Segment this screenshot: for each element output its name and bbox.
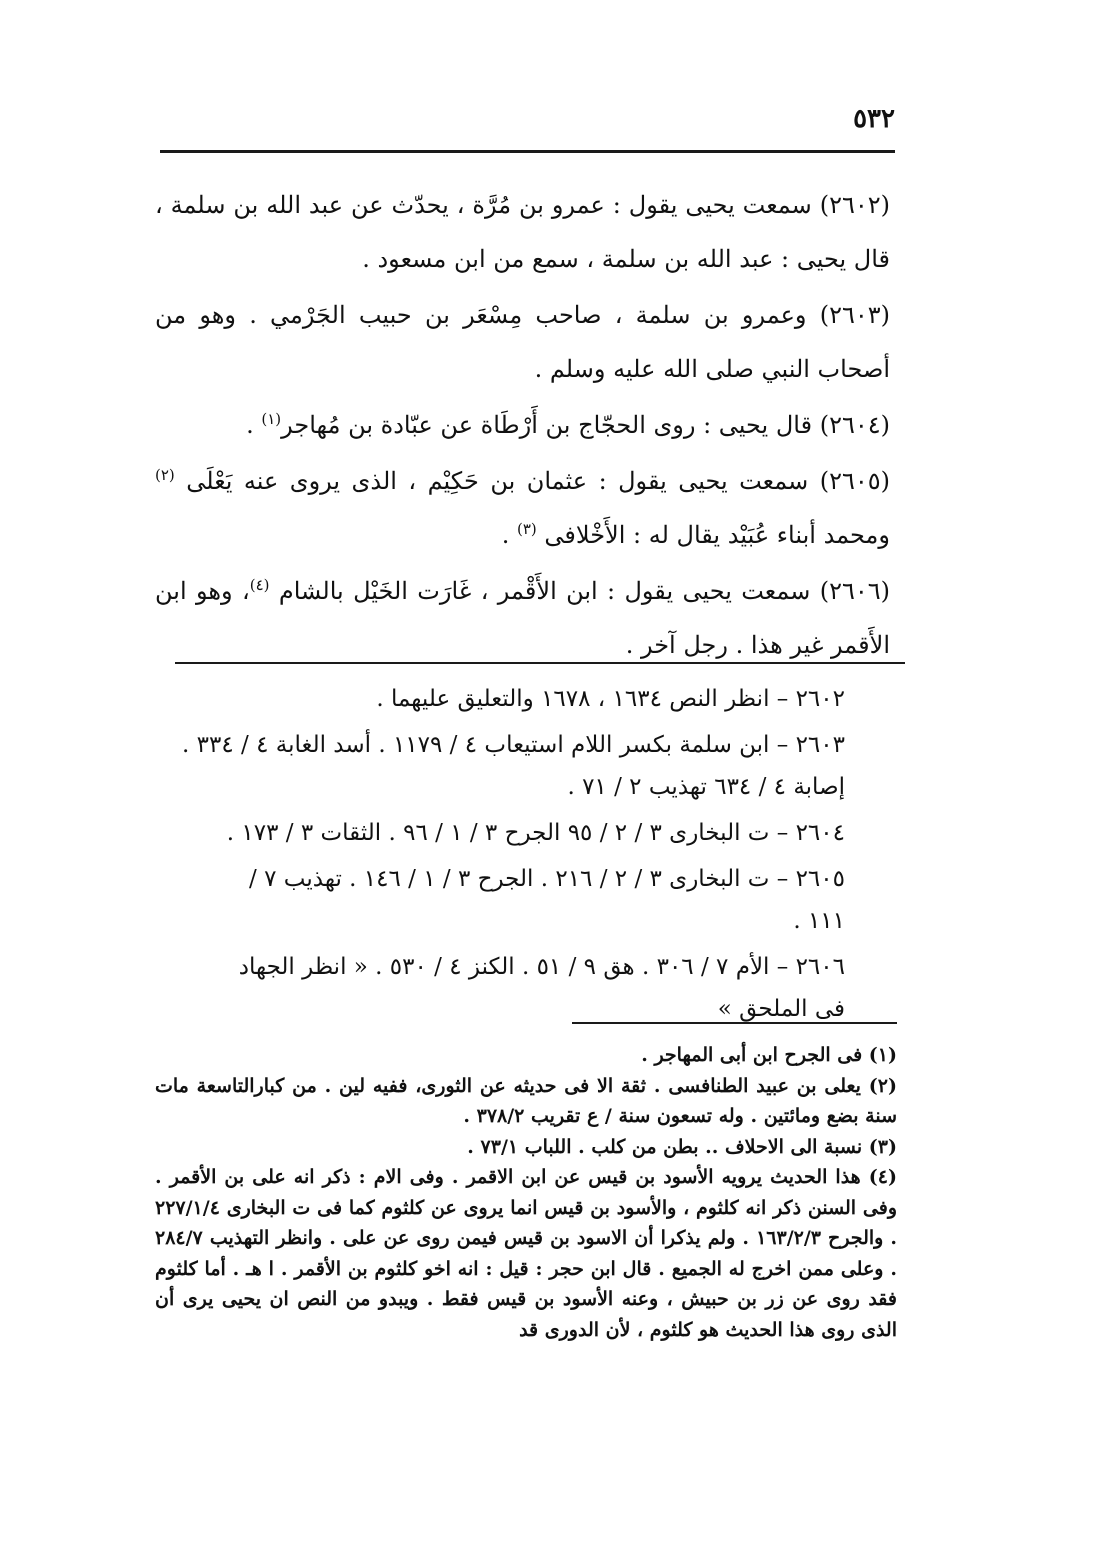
note-2606: ٢٦٠٦ – الأم ٧ / ٣٠٦ . هق ٩ / ٥١ . الكنز ٤ / ٥٣٠ . « انظر الجهاد فى الملحق » (238, 954, 845, 1022)
paragraph-2606: (٢٦٠٦) سمعت يحيى يقول : ابن الأَقْمر ، غَارَت الخَيْل بالشام $^{(٤)}$، وهو ابن الأَقمر غير هذا . رجل آخر . (155, 576, 891, 659)
paragraph-2605: (٢٦٠٥) سمعت يحيى يقول : عثمان بن حَكِيْم ، الذى يروى عنه يَعْلَى $^{(٢)}$ ومحمد أبناء عُبَيْد يقال له : الأَخْلافى $^{(٣)}$ . (155, 466, 890, 549)
note-2602: ٢٦٠٢ – انظر النص ١٦٣٤ ، ١٦٧٨ والتعليق عليهما . (376, 686, 845, 712)
notes-rule (175, 662, 905, 664)
footnotes-rule (572, 1022, 897, 1024)
header-rule (160, 150, 895, 153)
footnote-2: (٢) يعلى بن عبيد الطنافسى . ثقة الا فى حديثه عن الثورى، ففيه لين . من كبارالتاسعة مات سنة بضع ومائتين . وله تسعون سنة / ع تقريب ٣٧٨/٢ . (155, 1074, 897, 1127)
paragraph-2602: (٢٦٠٢) سمعت يحيى يقول : عمرو بن مُرَّة ، يحدّث عن عبد الله بن سلمة ، قال يحيى : عبد الله بن سلمة ، سمع من ابن مسعود . (155, 191, 890, 273)
note-2605: ٢٦٠٥ – ت البخارى ٣ / ٢ / ٢١٦ . الجرح ٣ / ١ / ١٤٦ . تهذيب ٧ / ١١١ . (249, 866, 845, 934)
page-number: ٥٣٢ (853, 104, 895, 134)
editor-notes (155, 678, 845, 1034)
main-text (155, 178, 890, 674)
footnote-3: (٣) نسبة الى الاحلاف .. بطن من كلب . اللباب ٧٣/١ . (467, 1135, 897, 1158)
paragraph-2603: (٢٦٠٣) وعمرو بن سلمة ، صاحب مِسْعَر بن حبيب الجَرْمي . وهو من أصحاب النبي صلى الله عليه وسلم . (155, 301, 890, 383)
footnote-ref-3: (٣) (516, 520, 537, 538)
footnote-4: (٤) هذا الحديث يرويه الأسود بن قيس عن ابن الاقمر . وفى الام : ذكر انه على بن الأقمر . وفى السنن ذكر انه كلثوم ، والأسود بن قيس انما يروى عن كلثوم كما فى ت البخارى ٢٢٧/١/٤ . والجرح ١٦٣/٢/٣ . ولم يذكرا أن الاسود بن قيس فيمن روى عن على . وانظر التهذيب ٢٨٤/٧ . وعلى ممن اخرج له الجميع . قال ابن حجر : قيل : انه اخو كلثوم بن الأقمر . ا هـ . أما كلثوم فقد روى عن زر بن حبيش ، وعنه الأسود بن قيس فقط . ويبدو من النص ان يحيى يرى أن الذى روى هذا الحديث هو كلثوم ، لأن الدورى قد (155, 1166, 897, 1341)
footnote-1: (١) فى الجرح ابن أبى المهاجر . (641, 1044, 897, 1066)
footnote-ref-2: (٢) (155, 466, 175, 484)
paragraph-2604: (٢٦٠٤) قال يحيى : روى الحجّاج بن أَرْطَاة عن عبّادة بن مُهاجر$^{(١)}$ . (246, 410, 890, 439)
footnote-ref-1: (١) (261, 410, 282, 428)
footnotes (155, 1040, 897, 1345)
note-2604: ٢٦٠٤ – ت البخارى ٣ / ٢ / ٩٥ الجرح ٣ / ١ / ٩٦ . الثقات ٣ / ١٧٣ . (226, 820, 845, 846)
footnote-ref-4: (٤) (249, 576, 270, 594)
note-2603: ٢٦٠٣ – ابن سلمة بكسر اللام استيعاب ٤ / ١١٧٩ . أسد الغابة ٤ / ٣٣٤ . إصابة ٤ / ٦٣٤ تهذيب ٢ / ٧١ . (182, 732, 845, 800)
